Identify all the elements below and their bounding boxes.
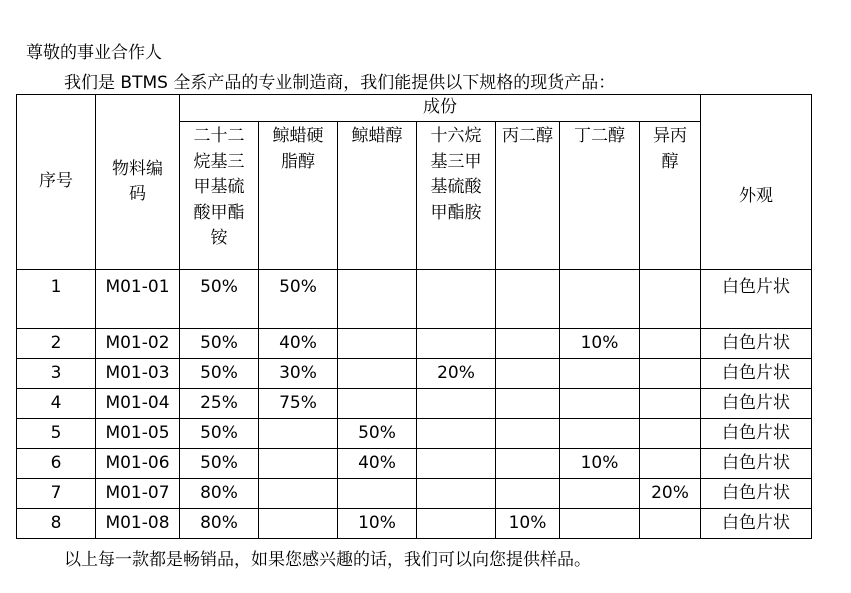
- header-appearance: 外观: [701, 95, 812, 270]
- row-component-value: [259, 479, 338, 509]
- row-component-value: [417, 270, 496, 329]
- header-composition: 成份: [180, 95, 701, 122]
- row-component-value: 50%: [259, 270, 338, 329]
- header-component-5: 丁二醇: [560, 122, 640, 270]
- row-component-value: [640, 359, 701, 389]
- table-row: [17, 509, 812, 539]
- header-component-0: 二十二烷基三甲基硫酸甲酯铵: [180, 122, 259, 270]
- row-code: M01-02: [96, 329, 180, 359]
- row-component-value: [496, 270, 560, 329]
- row-appearance: 白色片状: [701, 449, 812, 479]
- row-component-value: [259, 419, 338, 449]
- row-component-value: [640, 270, 701, 329]
- row-seq: 5: [17, 419, 96, 449]
- row-component-value: [560, 479, 640, 509]
- greeting: 尊敬的事业合作人: [26, 43, 162, 63]
- row-component-value: [560, 359, 640, 389]
- row-seq: 6: [17, 449, 96, 479]
- row-component-value: [417, 509, 496, 539]
- row-component-value: 75%: [259, 389, 338, 419]
- row-component-value: 10%: [338, 509, 417, 539]
- row-component-value: [640, 329, 701, 359]
- row-component-value: 25%: [180, 389, 259, 419]
- header-component-4: 丙二醇: [496, 122, 560, 270]
- row-component-value: 50%: [180, 449, 259, 479]
- row-component-value: 30%: [259, 359, 338, 389]
- row-code: M01-07: [96, 479, 180, 509]
- row-component-value: [640, 509, 701, 539]
- table-body: [17, 270, 812, 539]
- row-component-value: 50%: [180, 419, 259, 449]
- row-appearance: 白色片状: [701, 359, 812, 389]
- row-component-value: 50%: [180, 359, 259, 389]
- product-spec-table: [16, 94, 812, 539]
- row-seq: 7: [17, 479, 96, 509]
- header-component-1: 鲸蜡硬脂醇: [259, 122, 338, 270]
- row-seq: 3: [17, 359, 96, 389]
- row-component-value: [259, 449, 338, 479]
- row-code: M01-04: [96, 389, 180, 419]
- row-component-value: 10%: [496, 509, 560, 539]
- row-component-value: 40%: [338, 449, 417, 479]
- table-row: [17, 479, 812, 509]
- row-appearance: 白色片状: [701, 389, 812, 419]
- header-component-3: 十六烷基三甲基硫酸甲酯胺: [417, 122, 496, 270]
- row-component-value: [417, 419, 496, 449]
- row-component-value: [496, 389, 560, 419]
- table-header: [17, 95, 812, 270]
- table-row: [17, 359, 812, 389]
- row-appearance: 白色片状: [701, 419, 812, 449]
- row-appearance: 白色片状: [701, 270, 812, 329]
- row-component-value: [338, 479, 417, 509]
- row-component-value: [417, 449, 496, 479]
- row-component-value: [496, 329, 560, 359]
- row-component-value: [640, 389, 701, 419]
- row-component-value: [496, 449, 560, 479]
- intro-paragraph: 我们是 BTMS 全系产品的专业制造商，我们能提供以下规格的现货产品：: [64, 73, 616, 93]
- row-seq: 1: [17, 270, 96, 329]
- row-component-value: 10%: [560, 329, 640, 359]
- row-component-value: [338, 359, 417, 389]
- row-code: M01-01: [96, 270, 180, 329]
- row-component-value: [496, 419, 560, 449]
- table-row: [17, 389, 812, 419]
- row-component-value: 80%: [180, 479, 259, 509]
- header-code: 物料编码: [96, 95, 180, 270]
- row-component-value: [417, 329, 496, 359]
- row-component-value: 20%: [417, 359, 496, 389]
- row-component-value: [496, 479, 560, 509]
- table-row: [17, 329, 812, 359]
- row-code: M01-06: [96, 449, 180, 479]
- row-component-value: [560, 270, 640, 329]
- row-code: M01-08: [96, 509, 180, 539]
- row-appearance: 白色片状: [701, 479, 812, 509]
- row-component-value: 10%: [560, 449, 640, 479]
- row-component-value: [417, 479, 496, 509]
- row-component-value: [560, 509, 640, 539]
- row-seq: 8: [17, 509, 96, 539]
- row-component-value: 50%: [338, 419, 417, 449]
- row-component-value: 80%: [180, 509, 259, 539]
- row-component-value: [640, 419, 701, 449]
- table-row: [17, 270, 812, 329]
- table-row: [17, 419, 812, 449]
- row-component-value: 50%: [180, 329, 259, 359]
- row-component-value: 40%: [259, 329, 338, 359]
- row-component-value: [417, 389, 496, 419]
- row-component-value: [259, 509, 338, 539]
- row-appearance: 白色片状: [701, 509, 812, 539]
- row-component-value: 20%: [640, 479, 701, 509]
- row-component-value: [560, 389, 640, 419]
- header-seq: 序号: [17, 95, 96, 270]
- row-component-value: 50%: [180, 270, 259, 329]
- header-component-6: 异丙醇: [640, 122, 701, 270]
- row-seq: 2: [17, 329, 96, 359]
- row-appearance: 白色片状: [701, 329, 812, 359]
- row-code: M01-05: [96, 419, 180, 449]
- closing-paragraph: 以上每一款都是畅销品，如果您感兴趣的话，我们可以向您提供样品。: [64, 550, 591, 570]
- header-component-2: 鲸蜡醇: [338, 122, 417, 270]
- row-component-value: [560, 419, 640, 449]
- row-component-value: [338, 389, 417, 419]
- row-component-value: [496, 359, 560, 389]
- table-row: [17, 449, 812, 479]
- row-component-value: [338, 329, 417, 359]
- row-seq: 4: [17, 389, 96, 419]
- row-code: M01-03: [96, 359, 180, 389]
- row-component-value: [640, 449, 701, 479]
- row-component-value: [338, 270, 417, 329]
